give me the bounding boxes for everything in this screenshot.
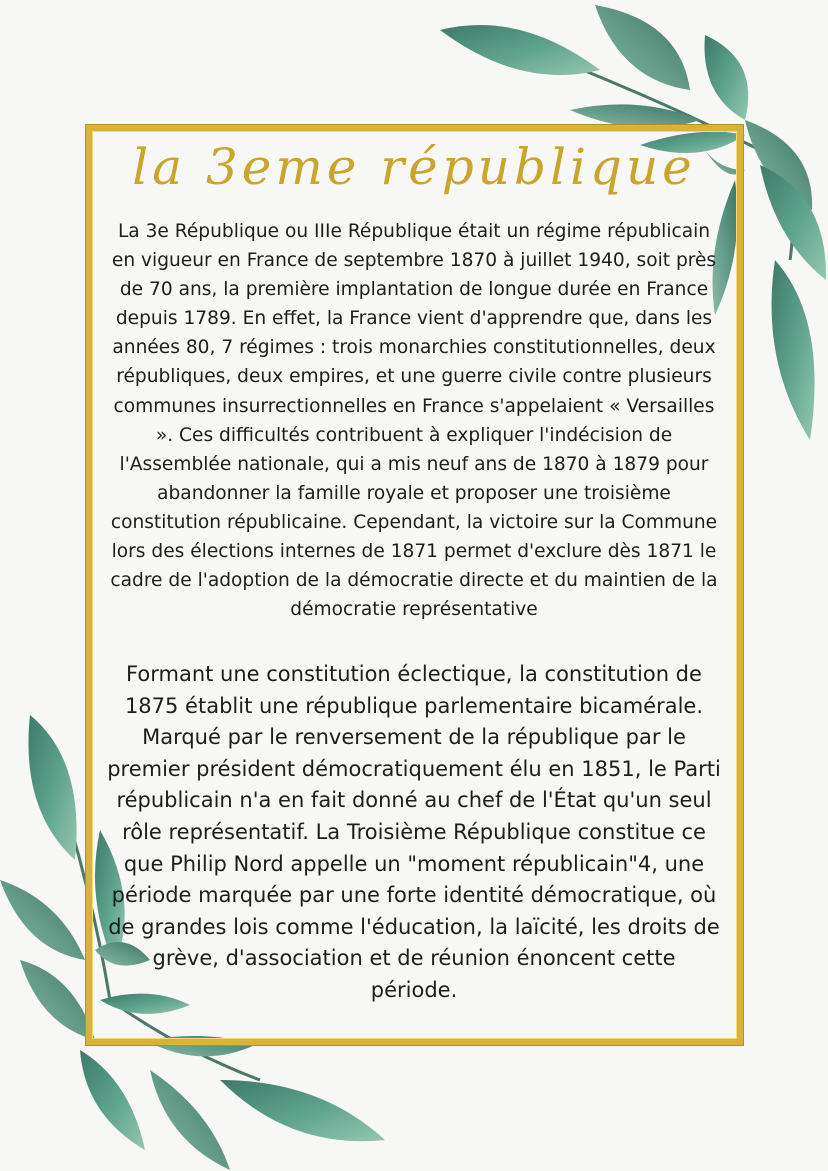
page-title: la 3eme république: [132, 138, 696, 196]
paragraph-constitution: Formant une constitution éclectique, la constitution de 1875 établit une république parlementaire bicamérale. Marqué par le renversement de la république par le premier président démocratiquement élu en 1851, le Parti républicain n'a en fait donné au chef de l'État qu'un seul rôle représentatif. La Troisième République constitue ce que Philip Nord appelle un "moment républicain"4, une période marquée par une forte identité démocratique, où de grandes lois comme l'éducation, la laïcité, les droits de grève, d'association et de réunion énoncent cette période.: [107, 662, 721, 1002]
paragraph-intro: La 3e République ou IIIe République était un régime républicain en vigueur en France de septembre 1870 à juillet 1940, soit près de 70 ans, la première implantation de longue durée en France depuis 1789. En effet, la France vient d'apprendre que, dans les années 80, 7 régimes : trois monarchies constitutionnelles, deux républiques, deux empires, et une guerre civile contre plusieurs communes insurrectionnelles en France s'appelaient « Versailles ». Ces difficultés contribuent à expliquer l'indécision de l'Assemblée nationale, qui a mis neuf ans de 1870 à 1879 pour abandonner la famille royale et proposer une troisième constitution républicaine. Cependant, la victoire sur la Commune lors des élections internes de 1871 permet d'exclure dès 1871 le cadre de l'adoption de la démocratie directe et du maintien de la démocratie représentative: [110, 221, 718, 621]
